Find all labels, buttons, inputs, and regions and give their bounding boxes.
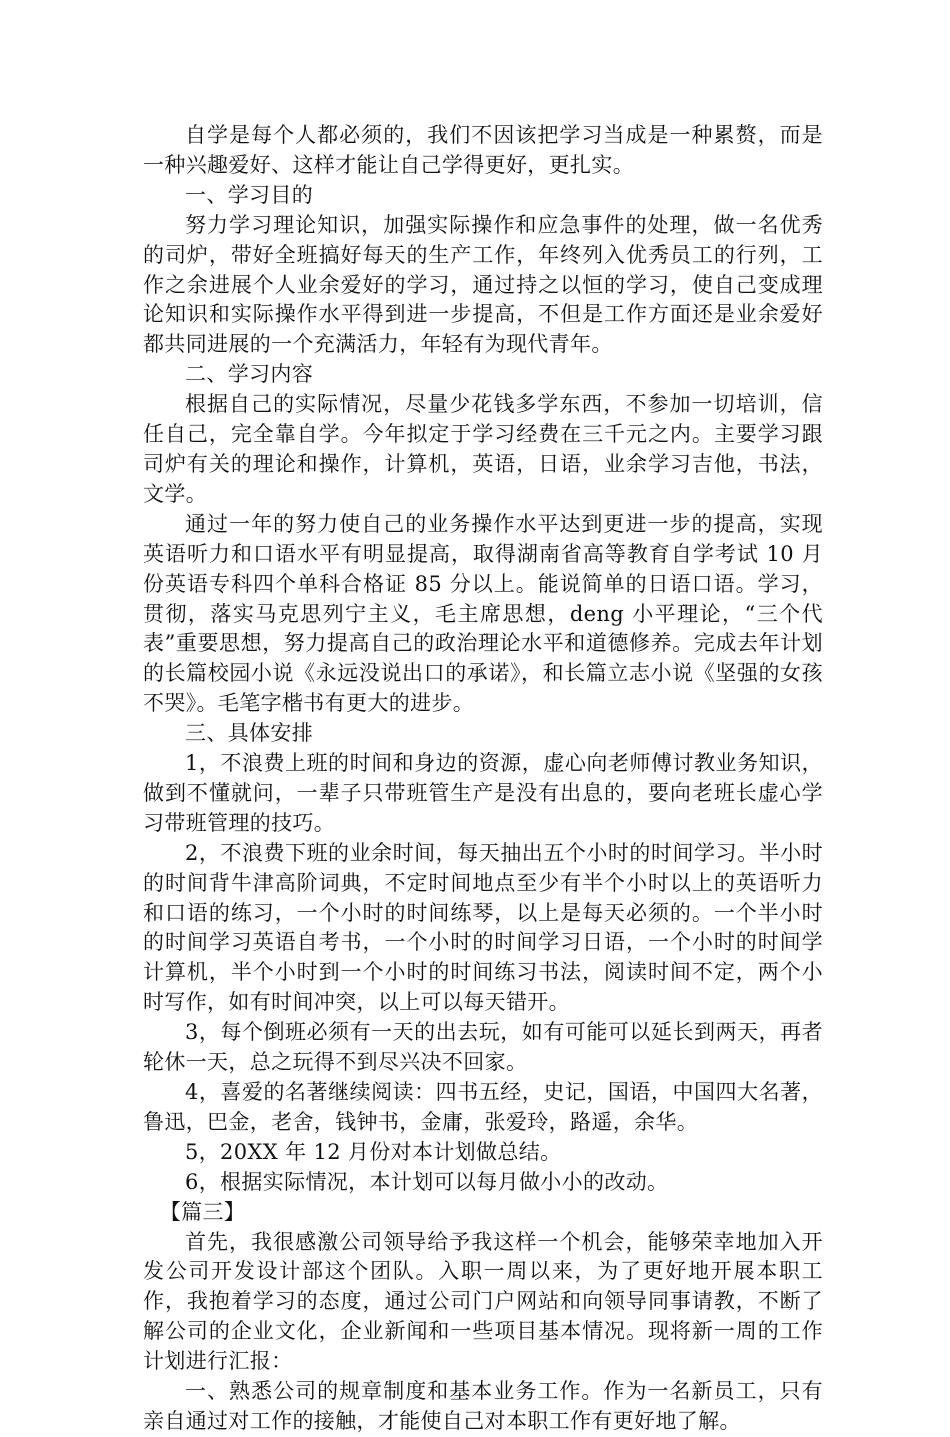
paragraph-learning-goal: 努力学习理论知识，加强实际操作和应急事件的处理，做一名优秀的司炉，带好全班搞好每天的生产工作，年终列入优秀员工的行列，工作之余进展个人业余爱好的学习，通过持之以恒的学习，使自己变成理论知识和实际操作水平得到进一步提高，不但是工作方面还是业余爱好都共同进展的一个充满活力，年轻有为现代青年。 [143,212,823,357]
list-item-3: 3，每个倒班必须有一天的出去玩，如有可能可以延长到两天，再者轮休一天，总之玩得不到尽兴决不回家。 [143,1020,823,1075]
list-item-4: 4，喜爱的名著继续阅读：四书五经，史记，国语，中国四大名著，鲁迅，巴金，老舍，钱钟书，金庸，张爱玲，路遥，余华。 [143,1080,823,1134]
list-item-2: 2，不浪费下班的业余时间，每天抽出五个小时的时间学习。半小时的时间背牛津高阶词典，不定时间地点至少有半个小时以上的英语听力和口语的练习，一个小时的时间练琴，以上是每天必须的。一个半小时的时间学习英语自考书，一个小时的时间学习日语，一个小时的时间学计算机，半个小时到一个小时的时间练习书法，阅读时间不定，两个小时写作，如有时间冲突，以上可以每天错开。 [143,840,823,1015]
section-heading-learning-goal: 一、学习目的 [185,182,314,207]
paragraph-part-three-item-1: 一、熟悉公司的规章制度和基本业务工作。作为一名新员工，只有亲自通过对工作的接触，才能使自己对本职工作有更好地了解。 [143,1379,823,1433]
list-item-6: 6，根据实际情况，本计划可以每月做小小的改动。 [185,1169,669,1194]
paragraph-learning-content: 根据自己的实际情况，尽量少花钱多学东西，不参加一切培训，信任自己，完全靠自学。今年拟定于学习经费在三千元之内。主要学习跟司炉有关的理论和操作，计算机，英语，日语，业余学习吉他，书法，文学。 [143,392,823,506]
document-body [143,121,823,1437]
section-heading-arrangement: 三、具体安排 [185,721,314,746]
list-item-1: 1，不浪费上班的时间和身边的资源，虚心向老师傅讨教业务知识，做到不懂就问，一辈子只带班管生产是没有出息的，要向老班长虚心学习带班管理的技巧。 [143,751,823,835]
paragraph-part-three-intro: 首先，我很感激公司领导给予我这样一个机会，能够荣幸地加入开发公司开发设计部这个团队。入职一周以来，为了更好地开展本职工作，我抱着学习的态度，通过公司门户网站和向领导同事请教，不断了解公司的企业文化，企业新闻和一些项目基本情况。现将新一周的工作计划进行汇报： [143,1229,823,1374]
section-heading-learning-content: 二、学习内容 [185,362,314,387]
paragraph-intro: 自学是每个人都必须的，我们不因该把学习当成是一种累赘，而是一种兴趣爱好、这样才能让自己学得更好，更扎实。 [143,123,823,177]
section-heading-part-three: 【篇三】 [159,1199,246,1224]
list-item-5: 5，20XX 年 12 月份对本计划做总结。 [185,1139,562,1164]
paragraph-annual-goals: 通过一年的努力使自己的业务操作水平达到更进一步的提高，实现英语听力和口语水平有明显提高，取得湖南省高等教育自学考试 10 月份英语专科四个单科合格证 85 分以上。能说简单的日语口语。学习，贯彻，落实马克思列宁主义，毛主席思想，deng 小平理论，“三个代表”重要思想，努力提高自己的政治理论水平和道德修养。完成去年计划的长篇校园小说《永远没说出口的承诺》，和长篇立志小说《坚强的女孩不哭》。毛笔字楷书有更大的进步。 [143,511,823,716]
